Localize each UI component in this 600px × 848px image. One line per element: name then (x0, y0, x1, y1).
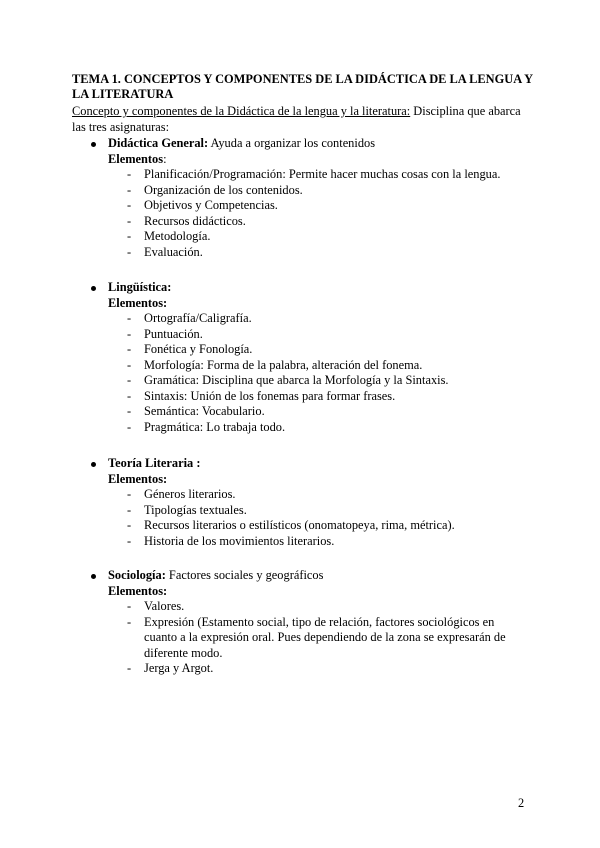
section-heading-line (72, 456, 542, 472)
list-item: - Valores. (127, 599, 185, 613)
list-item: - Ortografía/Caligrafía. (127, 311, 252, 325)
list-item: - Metodología. (127, 229, 211, 243)
elements-list (72, 167, 542, 260)
intro-concept-label: Concepto y componentes de la Didáctica de la lengua y la literatura: (72, 104, 411, 118)
page-number: 2 (518, 796, 525, 810)
bullet-dot (91, 142, 96, 147)
section-heading: Sociología: (108, 568, 166, 582)
elements-label: Elementos: (108, 295, 168, 310)
list-item: - Fonética y Fonología. (127, 342, 253, 356)
section-heading-line (72, 568, 542, 584)
page-title: TEMA 1. CONCEPTOS Y COMPONENTES DE LA DIDÁCTICA DE LA LENGUA Y LA LITERATURA (72, 72, 533, 101)
elements-list (72, 487, 542, 549)
list-item: - Gramática: Disciplina que abarca la Morfología y la Sintaxis. (127, 373, 449, 387)
list-item: - Objetivos y Competencias. (127, 198, 278, 212)
list-item: - Jerga y Argot. (127, 661, 214, 675)
section-heading-line (72, 280, 542, 296)
list-item: - Expresión (Estamento social, tipo de relación, factores sociológicos en cuanto a la expresión oral. Pues dependiendo de la zona se expresarán de diferente modo. (127, 614, 506, 660)
list-item: - Recursos didácticos. (127, 213, 246, 228)
list-item: - Recursos literarios o estilísticos (onomatopeya, rima, métrica). (127, 518, 455, 532)
intro-text: Disciplina que abarca las tres asignaturas: (72, 104, 521, 134)
section-heading: Lingüística: (108, 280, 172, 294)
section-heading-line (72, 136, 542, 152)
section-didactica-general (72, 136, 542, 260)
section-heading: Teoría Literaria : (108, 456, 201, 470)
elements-label: Elementos: (108, 583, 168, 598)
bullet-dot (91, 286, 96, 291)
list-item: - Puntuación. (127, 326, 203, 341)
list-item: - Semántica: Vocabulario. (127, 404, 265, 418)
section-description: Ayuda a organizar los contenidos (208, 136, 376, 150)
elements-label: Elementos: (108, 151, 167, 166)
section-teoria-literaria (72, 456, 542, 549)
bullet-dot (91, 462, 96, 467)
section-heading: Didáctica General: (108, 136, 209, 150)
list-item: - Sintaxis: Unión de los fonemas para formar frases. (127, 388, 396, 403)
intro-paragraph (72, 104, 532, 135)
list-item: - Géneros literarios. (127, 487, 236, 501)
list-item: - Evaluación. (127, 244, 203, 259)
elements-label: Elementos: (108, 471, 168, 486)
list-item: - Planificación/Programación: Permite hacer muchas cosas con la lengua. (127, 167, 501, 181)
bullet-dot (91, 574, 96, 579)
elements-list (72, 311, 542, 435)
list-item: - Tipologías textuales. (127, 502, 247, 517)
section-description: Factores sociales y geográficos (165, 568, 324, 582)
elements-list (72, 599, 542, 677)
list-item: - Morfología: Forma de la palabra, alteración del fonema. (127, 357, 423, 372)
section-sociologia (72, 568, 542, 677)
list-item: - Pragmática: Lo trabaja todo. (127, 419, 286, 434)
list-item: - Historia de los movimientos literarios. (127, 533, 335, 548)
section-linguistica (72, 280, 542, 435)
list-item: - Organización de los contenidos. (127, 182, 303, 197)
